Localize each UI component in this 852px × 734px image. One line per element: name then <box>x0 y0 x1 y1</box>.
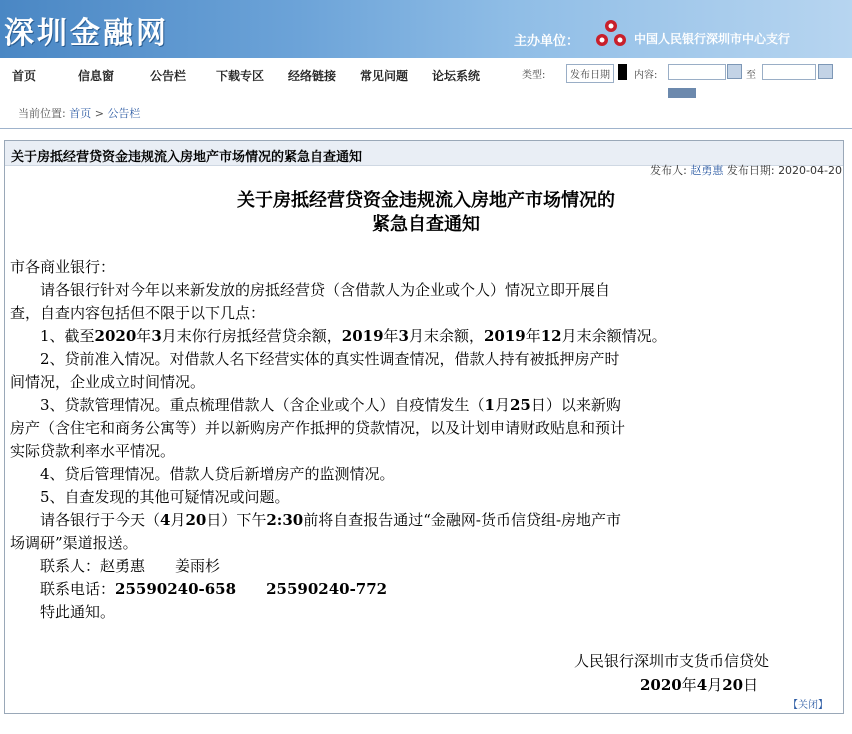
article-meta <box>650 162 842 178</box>
breadcrumb-current[interactable]: 公告栏 <box>107 107 141 120</box>
nav-item-download[interactable]: 下载专区 <box>216 69 265 83</box>
calendar-icon[interactable] <box>727 64 742 79</box>
type-dropdown-handle[interactable] <box>618 64 627 80</box>
site-banner <box>0 0 852 58</box>
item-3-cont: 实际贷款利率水平情况。 <box>10 442 176 460</box>
signature-date: 2020年4月20日 <box>640 676 759 694</box>
document-body <box>10 256 836 624</box>
contacts: 联系人：赵勇惠 姜雨杉 <box>10 557 221 575</box>
publisher-label: 发布人: <box>650 164 687 177</box>
date-label: 发布日期: <box>726 164 775 177</box>
salutation: 市各商业银行： <box>10 258 116 276</box>
pboc-emblem-icon <box>594 16 628 50</box>
breadcrumb-separator: > <box>94 107 104 120</box>
end-date-input[interactable] <box>762 64 816 80</box>
deadline: 请各银行于今天（4月20日）下午2:30前将自查报告通过“金融网-货币信贷组-房地产市 <box>10 511 622 529</box>
phone-line: 联系电话：25590240-658 25590240-772 <box>10 580 388 598</box>
deadline-cont: 场调研”渠道报送。 <box>10 534 138 552</box>
nav-item-notice[interactable]: 公告栏 <box>150 69 187 83</box>
type-label: 类型: <box>522 70 546 81</box>
nav-item-faq[interactable]: 常见问题 <box>360 69 409 83</box>
signature-org: 人民银行深圳巿支货币信贷处 <box>574 652 770 670</box>
panel-title: 关于房抵经营贷资金违规流入房地产市场情况的紧急自查通知 <box>11 150 363 165</box>
type-select[interactable]: 发布日期 <box>566 64 614 83</box>
calendar-icon[interactable] <box>818 64 833 79</box>
close-link[interactable]: 【关闭】 <box>788 700 828 711</box>
nav-item-info[interactable]: 信息窗 <box>78 69 115 83</box>
nav-item-forum[interactable]: 论坛系统 <box>432 69 481 83</box>
breadcrumb <box>18 105 140 121</box>
item-5: 5、自查发现的其他可疑情况或问题。 <box>10 488 290 506</box>
publish-date: 2020-04-20 <box>778 164 842 177</box>
breadcrumb-home[interactable]: 首页 <box>69 107 92 120</box>
item-3-cont: 房产（含住宅和商务公寓等）并以新购房产作抵押的贷款情况，以及计划申请财政贴息和预计 <box>10 419 626 437</box>
divider <box>0 128 852 129</box>
search-button[interactable] <box>668 88 696 98</box>
host-label: 主办单位： <box>514 34 580 49</box>
item-2: 2、贷前准入情况。对借款人名下经营实体的真实性调查情况，借款人持有被抵押房产时 <box>10 350 620 368</box>
item-1: 1、截至2020年3月末你行房抵经营贷余额，2019年3月末余额，2019年12月末余额情况。 <box>10 327 667 345</box>
site-logo[interactable]: 深圳金融网 <box>4 16 169 51</box>
intro-line: 请各银行针对今年以来新发放的房抵经营贷（含借款人为企业或个人）情况立即开展自 <box>10 281 611 299</box>
item-4: 4、贷后管理情况。借款人贷后新增房产的监测情况。 <box>10 465 395 483</box>
nav-item-home[interactable]: 首页 <box>12 69 37 83</box>
start-date-input[interactable] <box>668 64 726 80</box>
content-label: 内容: <box>634 70 658 81</box>
intro-line: 查，自查内容包括但不限于以下几点： <box>10 304 266 322</box>
document-title-line1: 关于房抵经营贷资金违规流入房地产市场情况的 <box>237 190 615 211</box>
publisher-name: 赵勇惠 <box>690 164 724 177</box>
item-2-cont: 间情况，企业成立时间情况。 <box>10 373 206 391</box>
breadcrumb-prefix: 当前位置: <box>18 107 66 120</box>
host-name: 中国人民银行深圳市中心支行 <box>634 32 791 46</box>
document-title-line2: 紧急自查通知 <box>372 214 480 235</box>
to-label: 至 <box>746 70 756 81</box>
item-3: 3、贷款管理情况。重点梳理借款人（含企业或个人）自疫情发生（1月25日）以来新购 <box>10 396 621 414</box>
closing: 特此通知。 <box>10 603 116 621</box>
nav-item-links[interactable]: 经络链接 <box>288 69 337 83</box>
